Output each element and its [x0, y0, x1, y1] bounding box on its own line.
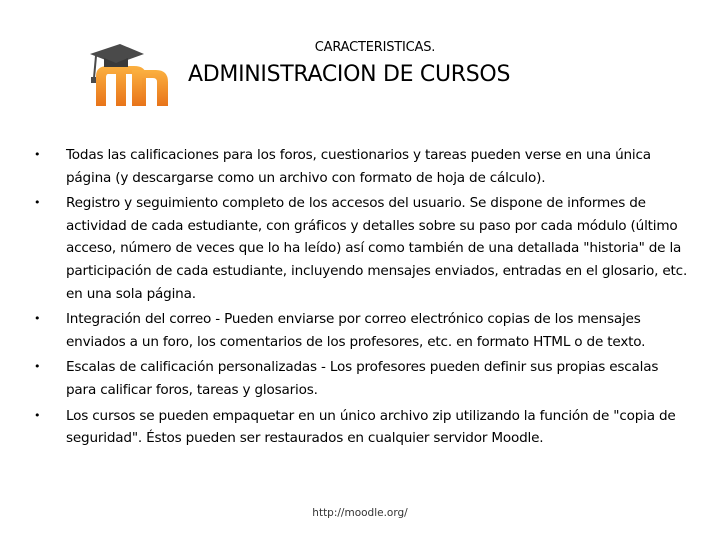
- list-item: [34, 144, 688, 189]
- bullet-dot-icon: •: [34, 148, 41, 161]
- list-item-text: Los cursos se pueden empaquetar en un único archivo zip utilizando la función de "copia de seguridad". Éstos pueden ser restaurados en cualquier servidor Moodle.: [66, 407, 676, 447]
- bullet-dot-icon: •: [34, 360, 41, 374]
- slide-subtitle: CARACTERISTICAS.: [314, 40, 436, 55]
- list-item-text: Todas las calificaciones para los foros, cuestionarios y tareas pueden verse en una única página (y descargarse como un archivo con formato de hoja de cálculo).: [66, 147, 651, 186]
- bullet-dot-icon: •: [34, 312, 41, 326]
- list-item: [34, 405, 688, 450]
- bullet-dot-icon: •: [34, 196, 41, 210]
- slide-title: ADMINISTRACION DE CURSOS: [188, 62, 511, 87]
- bullet-dot-icon: •: [34, 408, 41, 422]
- list-item-text: Escalas de calificación personalizadas - Los profesores pueden definir sus propias escalas para calificar foros, tareas y glosarios.: [66, 359, 659, 398]
- list-item-text: Integración del correo - Pueden enviarse por correo electrónico copias de los mensajes enviados a un foro, los comentarios de los profesores, etc. en formato HTML o de texto.: [66, 311, 646, 350]
- list-item: [34, 356, 688, 401]
- list-item: [34, 192, 688, 305]
- bullet-list: [34, 144, 688, 453]
- footer-url: http://moodle.org/: [312, 507, 408, 519]
- moodle-logo-icon: [86, 40, 182, 108]
- list-item: [34, 308, 688, 353]
- list-item-text: Registro y seguimiento completo de los accesos del usuario. Se dispone de informes de actividad de cada estudiante, con gráficos y detalles sobre su paso por cada módulo (último acceso, número de veces que lo ha leído) así como también de una detallada "historia" de la participación de cada estudiante, incluyendo mensajes enviados, entradas en el glosario, etc. en una sola página.: [66, 195, 688, 302]
